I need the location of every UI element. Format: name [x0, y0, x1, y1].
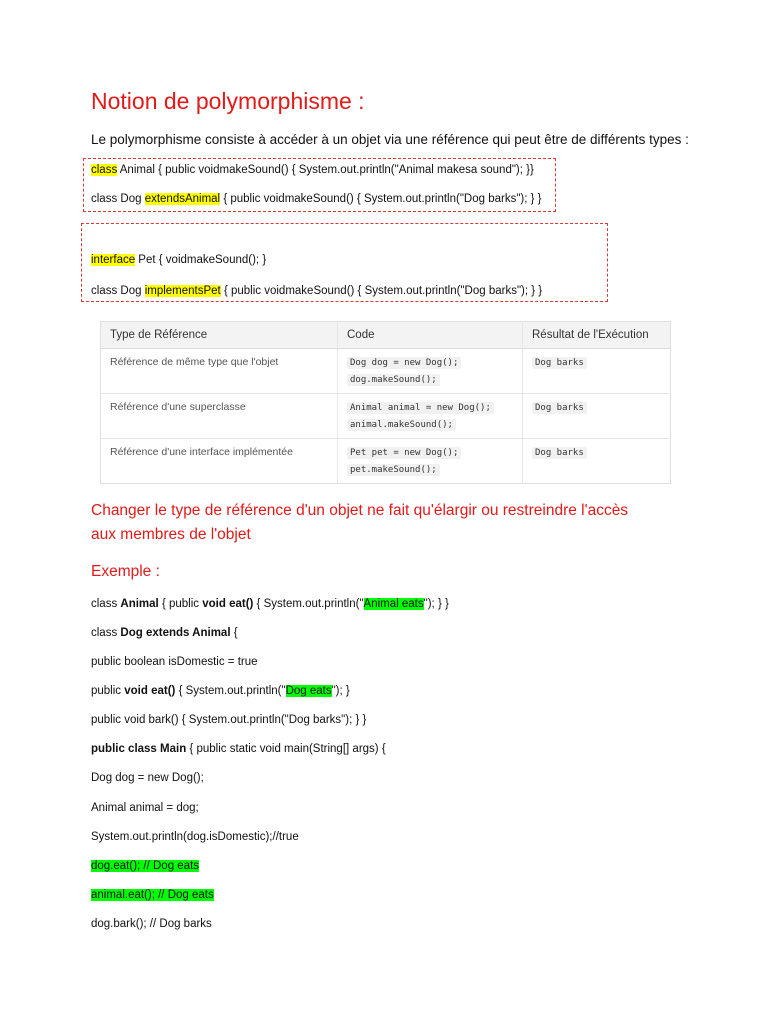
code-snippet: animal.makeSound(); — [347, 419, 456, 431]
code-line-dog-implements — [91, 285, 542, 297]
keyword-highlight: extendsAnimal — [144, 193, 221, 205]
keyword-highlight: interface — [91, 254, 136, 266]
code-text: { — [230, 627, 238, 639]
code-line-animal-class — [91, 164, 534, 176]
column-header-code: Code — [338, 322, 523, 349]
example-line-bark: public void bark() { System.out.println("Dog barks"); } } — [91, 714, 367, 726]
table-header-row — [101, 322, 671, 349]
result-snippet: Dog barks — [532, 402, 587, 414]
example-line-dog-eat-call — [91, 860, 199, 872]
cell-type: Référence de même type que l'objet — [101, 349, 338, 394]
example-heading: Exemple : — [91, 563, 160, 580]
result-snippet: Dog barks — [532, 447, 587, 459]
code-bold: Animal — [120, 598, 159, 610]
example-line-new-dog: Dog dog = new Dog(); — [91, 772, 204, 784]
page-title: Notion de polymorphisme : — [91, 88, 365, 114]
code-text: { System.out.println(" — [175, 685, 286, 697]
column-header-result: Résultat de l'Exécution — [523, 322, 671, 349]
code-text: class Dog — [91, 193, 145, 205]
table-row — [101, 349, 671, 394]
code-text: { public — [158, 598, 203, 610]
code-line-interface-pet — [91, 254, 266, 266]
code-text: class — [91, 627, 121, 639]
column-header-type: Type de Référence — [101, 322, 338, 349]
code-text: class Dog — [91, 285, 145, 297]
table-row — [101, 394, 671, 439]
code-bold: void eat() — [124, 685, 176, 697]
cell-result — [523, 394, 671, 439]
table-row — [101, 439, 671, 484]
keyword-highlight: implementsPet — [144, 285, 221, 297]
code-text: { public voidmakeSound() { System.out.println("Dog barks"); } } — [220, 193, 542, 205]
cell-code — [338, 439, 523, 484]
code-text: Animal { public voidmakeSound() { System.out.println("Animal makesa sound"); }} — [117, 164, 534, 176]
code-text: "); } — [331, 685, 350, 697]
keyword-highlight: class — [91, 164, 118, 176]
code-snippet: Dog dog = new Dog(); — [347, 357, 461, 369]
example-line-animal-eat-call — [91, 889, 214, 901]
example-line-println: System.out.println(dog.isDomestic);//true — [91, 831, 299, 843]
green-highlight: dog.eat(); // Dog eats — [91, 860, 200, 872]
example-line-dog-eat — [91, 685, 350, 697]
code-bold: void eat() — [202, 598, 254, 610]
code-snippet: Pet pet = new Dog(); — [347, 447, 461, 459]
code-text: Pet { voidmakeSound(); } — [135, 254, 267, 266]
statement-line-2: aux membres de l'objet — [91, 526, 251, 543]
code-text: "); } } — [423, 598, 449, 610]
cell-type: Référence d'une interface implémentée — [110, 446, 293, 458]
code-bold: public class Main — [91, 743, 187, 755]
code-text: { public voidmakeSound() { System.out.println("Dog barks"); } } — [220, 285, 543, 297]
cell-result — [523, 349, 671, 394]
code-text: public — [91, 685, 125, 697]
result-snippet: Dog barks — [532, 357, 587, 369]
code-text: { System.out.println(" — [253, 598, 364, 610]
cell-type: Référence d'une superclasse — [101, 394, 338, 439]
cell-result — [523, 439, 671, 484]
code-text: class — [91, 598, 121, 610]
example-line-dog-class — [91, 627, 238, 639]
statement-line-1: Changer le type de référence d'un objet ne fait qu'élargir ou restreindre l'accès — [91, 502, 629, 519]
intro-text: Le polymorphisme consiste à accéder à un objet via une référence qui peut être de différents types : — [91, 132, 689, 147]
green-highlight: Animal eats — [363, 598, 424, 610]
green-highlight: animal.eat(); // Dog eats — [91, 889, 214, 901]
code-snippet: Animal animal = new Dog(); — [347, 402, 494, 414]
green-highlight: Dog eats — [285, 685, 332, 697]
example-line-dog-bark-call: dog.bark(); // Dog barks — [91, 918, 212, 930]
example-line-isdomestic: public boolean isDomestic = true — [91, 656, 258, 668]
code-line-dog-extends — [91, 193, 542, 205]
cell-code — [338, 349, 523, 394]
example-line-main — [91, 743, 386, 755]
code-snippet: dog.makeSound(); — [347, 374, 440, 386]
code-snippet: pet.makeSound(); — [347, 464, 440, 476]
example-line-animal — [91, 598, 449, 610]
code-text: { public static void main(String[] args) { — [186, 743, 386, 755]
reference-table — [100, 321, 671, 484]
cell-code — [338, 394, 523, 439]
example-line-animal-ref: Animal animal = dog; — [91, 802, 199, 814]
code-bold: Dog extends Animal — [120, 627, 231, 639]
